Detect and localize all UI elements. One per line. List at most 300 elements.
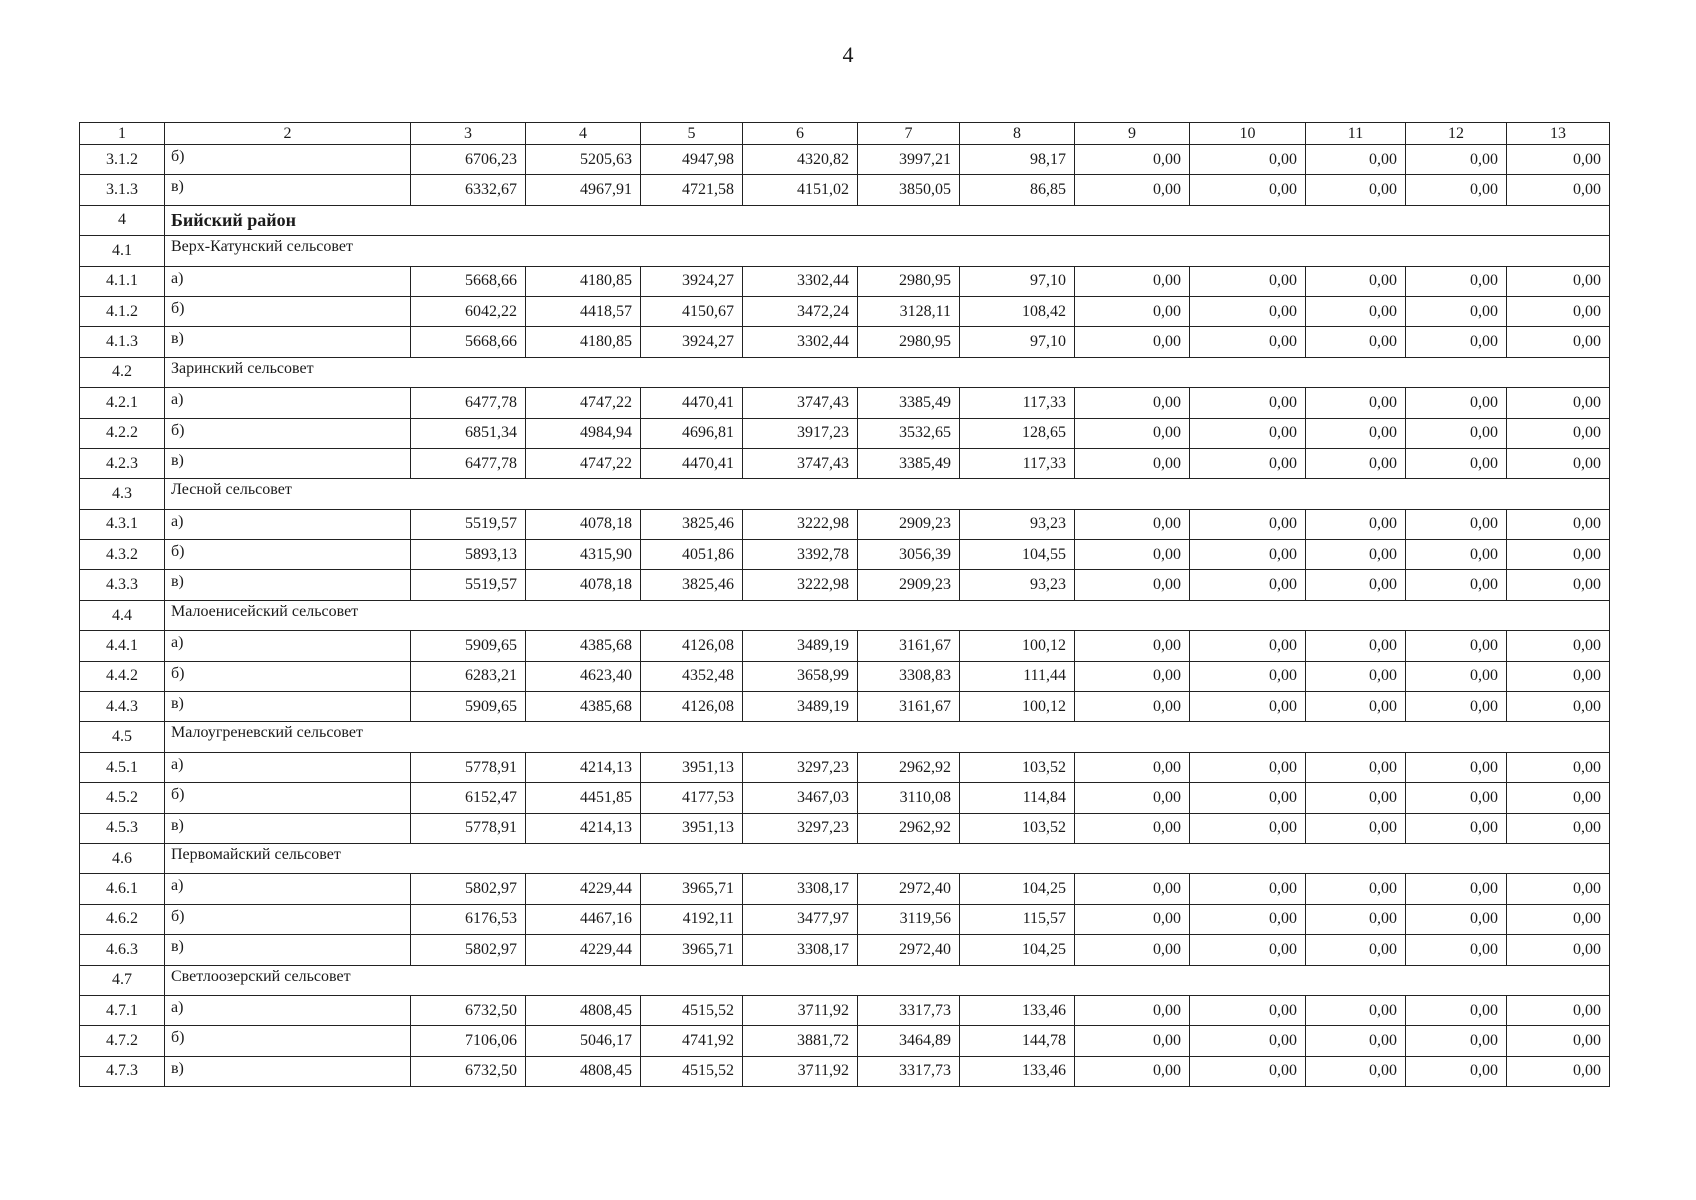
value-cell: 0,00 bbox=[1406, 175, 1507, 205]
column-number: 13 bbox=[1507, 123, 1610, 145]
value-cell: 4126,08 bbox=[641, 692, 743, 722]
value-cell: 0,00 bbox=[1406, 995, 1507, 1025]
table-row bbox=[80, 904, 1610, 934]
column-number: 7 bbox=[858, 123, 960, 145]
value-cell: 3302,44 bbox=[743, 266, 858, 296]
value-cell: 0,00 bbox=[1190, 570, 1306, 600]
value-cell: 0,00 bbox=[1507, 692, 1610, 722]
row-number: 4.5.2 bbox=[80, 783, 165, 813]
value-cell: 3997,21 bbox=[858, 145, 960, 175]
row-number: 4.6.1 bbox=[80, 874, 165, 904]
value-cell: 0,00 bbox=[1507, 266, 1610, 296]
value-cell: 3467,03 bbox=[743, 783, 858, 813]
table-row bbox=[80, 418, 1610, 448]
section-name: Малоугреневский сельсовет bbox=[165, 722, 1610, 752]
column-number: 9 bbox=[1075, 123, 1190, 145]
value-cell: 0,00 bbox=[1306, 995, 1406, 1025]
value-cell: 0,00 bbox=[1507, 904, 1610, 934]
value-cell: 4051,86 bbox=[641, 540, 743, 570]
value-cell: 0,00 bbox=[1306, 388, 1406, 418]
value-cell: 4515,52 bbox=[641, 1056, 743, 1086]
value-cell: 0,00 bbox=[1306, 296, 1406, 326]
table-row bbox=[80, 813, 1610, 843]
value-cell: 4747,22 bbox=[526, 388, 641, 418]
table-row bbox=[80, 661, 1610, 691]
table-row bbox=[80, 327, 1610, 357]
value-cell: 4515,52 bbox=[641, 995, 743, 1025]
value-cell: 5046,17 bbox=[526, 1026, 641, 1056]
value-cell: 0,00 bbox=[1306, 935, 1406, 965]
column-number: 6 bbox=[743, 123, 858, 145]
value-cell: 0,00 bbox=[1190, 266, 1306, 296]
column-number: 10 bbox=[1190, 123, 1306, 145]
value-cell: 5778,91 bbox=[411, 813, 526, 843]
value-cell: 103,52 bbox=[960, 813, 1075, 843]
value-cell: 3747,43 bbox=[743, 388, 858, 418]
value-cell: 6176,53 bbox=[411, 904, 526, 934]
value-cell: 0,00 bbox=[1190, 1056, 1306, 1086]
value-cell: 104,25 bbox=[960, 935, 1075, 965]
value-cell: 0,00 bbox=[1406, 661, 1507, 691]
value-cell: 3924,27 bbox=[641, 327, 743, 357]
section-row bbox=[80, 722, 1610, 752]
value-cell: 0,00 bbox=[1306, 448, 1406, 478]
value-cell: 0,00 bbox=[1075, 175, 1190, 205]
value-cell: 0,00 bbox=[1075, 995, 1190, 1025]
value-cell: 4696,81 bbox=[641, 418, 743, 448]
value-cell: 3222,98 bbox=[743, 509, 858, 539]
value-cell: 0,00 bbox=[1306, 540, 1406, 570]
row-label: в) bbox=[165, 935, 411, 965]
value-cell: 3308,17 bbox=[743, 874, 858, 904]
row-number: 4.6.2 bbox=[80, 904, 165, 934]
value-cell: 4229,44 bbox=[526, 874, 641, 904]
value-cell: 3711,92 bbox=[743, 1056, 858, 1086]
value-cell: 0,00 bbox=[1075, 509, 1190, 539]
value-cell: 2980,95 bbox=[858, 327, 960, 357]
value-cell: 0,00 bbox=[1075, 266, 1190, 296]
row-label: в) bbox=[165, 813, 411, 843]
column-number: 4 bbox=[526, 123, 641, 145]
value-cell: 0,00 bbox=[1406, 327, 1507, 357]
value-cell: 4151,02 bbox=[743, 175, 858, 205]
value-cell: 0,00 bbox=[1406, 388, 1507, 418]
value-cell: 3825,46 bbox=[641, 509, 743, 539]
value-cell: 4741,92 bbox=[641, 1026, 743, 1056]
row-label: б) bbox=[165, 145, 411, 175]
value-cell: 5205,63 bbox=[526, 145, 641, 175]
value-cell: 0,00 bbox=[1406, 266, 1507, 296]
table-row bbox=[80, 783, 1610, 813]
section-row bbox=[80, 236, 1610, 266]
value-cell: 0,00 bbox=[1507, 296, 1610, 326]
value-cell: 3472,24 bbox=[743, 296, 858, 326]
value-cell: 0,00 bbox=[1306, 631, 1406, 661]
row-number: 4.4.3 bbox=[80, 692, 165, 722]
value-cell: 6851,34 bbox=[411, 418, 526, 448]
value-cell: 0,00 bbox=[1075, 813, 1190, 843]
value-cell: 3297,23 bbox=[743, 813, 858, 843]
value-cell: 4180,85 bbox=[526, 266, 641, 296]
row-number: 4.3.3 bbox=[80, 570, 165, 600]
value-cell: 6706,23 bbox=[411, 145, 526, 175]
column-number: 5 bbox=[641, 123, 743, 145]
value-cell: 0,00 bbox=[1306, 145, 1406, 175]
value-cell: 2962,92 bbox=[858, 813, 960, 843]
value-cell: 117,33 bbox=[960, 448, 1075, 478]
section-row bbox=[80, 600, 1610, 630]
value-cell: 0,00 bbox=[1075, 418, 1190, 448]
value-cell: 3747,43 bbox=[743, 448, 858, 478]
value-cell: 0,00 bbox=[1507, 661, 1610, 691]
value-cell: 3110,08 bbox=[858, 783, 960, 813]
value-cell: 3128,11 bbox=[858, 296, 960, 326]
value-cell: 3965,71 bbox=[641, 935, 743, 965]
value-cell: 3489,19 bbox=[743, 631, 858, 661]
value-cell: 0,00 bbox=[1075, 874, 1190, 904]
value-cell: 0,00 bbox=[1190, 509, 1306, 539]
row-number: 4.4.1 bbox=[80, 631, 165, 661]
table-row bbox=[80, 448, 1610, 478]
row-number: 4.2.3 bbox=[80, 448, 165, 478]
value-cell: 4467,16 bbox=[526, 904, 641, 934]
row-label: а) bbox=[165, 995, 411, 1025]
row-label: в) bbox=[165, 327, 411, 357]
value-cell: 6477,78 bbox=[411, 388, 526, 418]
value-cell: 4320,82 bbox=[743, 145, 858, 175]
value-cell: 0,00 bbox=[1507, 145, 1610, 175]
column-number-row bbox=[80, 123, 1610, 145]
value-cell: 0,00 bbox=[1306, 266, 1406, 296]
value-cell: 3464,89 bbox=[858, 1026, 960, 1056]
value-cell: 114,84 bbox=[960, 783, 1075, 813]
value-cell: 4470,41 bbox=[641, 388, 743, 418]
row-label: в) bbox=[165, 175, 411, 205]
row-label: в) bbox=[165, 570, 411, 600]
value-cell: 4126,08 bbox=[641, 631, 743, 661]
value-cell: 3385,49 bbox=[858, 448, 960, 478]
value-cell: 4078,18 bbox=[526, 509, 641, 539]
value-cell: 4947,98 bbox=[641, 145, 743, 175]
value-cell: 0,00 bbox=[1406, 145, 1507, 175]
value-cell: 0,00 bbox=[1075, 752, 1190, 782]
value-cell: 97,10 bbox=[960, 266, 1075, 296]
value-cell: 0,00 bbox=[1507, 783, 1610, 813]
value-cell: 4315,90 bbox=[526, 540, 641, 570]
value-cell: 0,00 bbox=[1306, 752, 1406, 782]
value-cell: 115,57 bbox=[960, 904, 1075, 934]
row-number: 4.7.1 bbox=[80, 995, 165, 1025]
value-cell: 103,52 bbox=[960, 752, 1075, 782]
value-cell: 0,00 bbox=[1507, 175, 1610, 205]
column-number: 12 bbox=[1406, 123, 1507, 145]
value-cell: 4180,85 bbox=[526, 327, 641, 357]
value-cell: 0,00 bbox=[1075, 661, 1190, 691]
row-number: 4.1.2 bbox=[80, 296, 165, 326]
value-cell: 0,00 bbox=[1507, 813, 1610, 843]
value-cell: 0,00 bbox=[1507, 540, 1610, 570]
value-cell: 6332,67 bbox=[411, 175, 526, 205]
value-cell: 5802,97 bbox=[411, 874, 526, 904]
row-number: 4.2.2 bbox=[80, 418, 165, 448]
row-label: б) bbox=[165, 783, 411, 813]
row-number: 4.6 bbox=[80, 843, 165, 873]
value-cell: 0,00 bbox=[1190, 874, 1306, 904]
value-cell: 0,00 bbox=[1306, 783, 1406, 813]
table-row bbox=[80, 874, 1610, 904]
row-number: 4.7.2 bbox=[80, 1026, 165, 1056]
table-row bbox=[80, 935, 1610, 965]
value-cell: 3951,13 bbox=[641, 813, 743, 843]
value-cell: 3477,97 bbox=[743, 904, 858, 934]
value-cell: 0,00 bbox=[1306, 1056, 1406, 1086]
value-cell: 86,85 bbox=[960, 175, 1075, 205]
row-label: а) bbox=[165, 388, 411, 418]
value-cell: 5668,66 bbox=[411, 327, 526, 357]
row-number: 4.3.1 bbox=[80, 509, 165, 539]
value-cell: 0,00 bbox=[1306, 327, 1406, 357]
value-cell: 0,00 bbox=[1075, 631, 1190, 661]
section-name: Малоенисейский сельсовет bbox=[165, 600, 1610, 630]
value-cell: 0,00 bbox=[1306, 904, 1406, 934]
table-row bbox=[80, 570, 1610, 600]
row-label: а) bbox=[165, 631, 411, 661]
section-row bbox=[80, 479, 1610, 509]
table-row bbox=[80, 995, 1610, 1025]
value-cell: 6152,47 bbox=[411, 783, 526, 813]
value-cell: 6283,21 bbox=[411, 661, 526, 691]
value-cell: 4967,91 bbox=[526, 175, 641, 205]
value-cell: 2980,95 bbox=[858, 266, 960, 296]
value-cell: 3308,17 bbox=[743, 935, 858, 965]
value-cell: 0,00 bbox=[1406, 813, 1507, 843]
value-cell: 0,00 bbox=[1406, 692, 1507, 722]
value-cell: 0,00 bbox=[1190, 418, 1306, 448]
value-cell: 0,00 bbox=[1075, 783, 1190, 813]
value-cell: 6732,50 bbox=[411, 995, 526, 1025]
value-cell: 4623,40 bbox=[526, 661, 641, 691]
value-cell: 0,00 bbox=[1306, 175, 1406, 205]
value-cell: 4150,67 bbox=[641, 296, 743, 326]
value-cell: 0,00 bbox=[1190, 692, 1306, 722]
value-cell: 133,46 bbox=[960, 995, 1075, 1025]
value-cell: 0,00 bbox=[1406, 1056, 1507, 1086]
value-cell: 0,00 bbox=[1075, 1056, 1190, 1086]
table-row bbox=[80, 631, 1610, 661]
value-cell: 0,00 bbox=[1190, 661, 1306, 691]
value-cell: 0,00 bbox=[1306, 570, 1406, 600]
value-cell: 0,00 bbox=[1406, 1026, 1507, 1056]
table-row bbox=[80, 145, 1610, 175]
value-cell: 0,00 bbox=[1075, 296, 1190, 326]
row-label: б) bbox=[165, 1026, 411, 1056]
row-number: 4.1 bbox=[80, 236, 165, 266]
value-cell: 3385,49 bbox=[858, 388, 960, 418]
row-number: 4.6.3 bbox=[80, 935, 165, 965]
value-cell: 0,00 bbox=[1306, 1026, 1406, 1056]
value-cell: 3532,65 bbox=[858, 418, 960, 448]
value-cell: 0,00 bbox=[1190, 540, 1306, 570]
value-cell: 0,00 bbox=[1406, 540, 1507, 570]
row-number: 3.1.2 bbox=[80, 145, 165, 175]
value-cell: 3489,19 bbox=[743, 692, 858, 722]
row-label: б) bbox=[165, 904, 411, 934]
row-number: 4.7.3 bbox=[80, 1056, 165, 1086]
row-number: 4.1.3 bbox=[80, 327, 165, 357]
value-cell: 5668,66 bbox=[411, 266, 526, 296]
row-label: б) bbox=[165, 661, 411, 691]
value-cell: 0,00 bbox=[1306, 661, 1406, 691]
row-number: 4.7 bbox=[80, 965, 165, 995]
value-cell: 0,00 bbox=[1306, 692, 1406, 722]
value-cell: 0,00 bbox=[1075, 327, 1190, 357]
value-cell: 0,00 bbox=[1507, 631, 1610, 661]
value-cell: 0,00 bbox=[1406, 783, 1507, 813]
value-cell: 0,00 bbox=[1190, 752, 1306, 782]
row-number: 4.4.2 bbox=[80, 661, 165, 691]
value-cell: 5519,57 bbox=[411, 570, 526, 600]
row-label: а) bbox=[165, 874, 411, 904]
value-cell: 117,33 bbox=[960, 388, 1075, 418]
table-row bbox=[80, 752, 1610, 782]
table-row bbox=[80, 388, 1610, 418]
value-cell: 100,12 bbox=[960, 692, 1075, 722]
value-cell: 0,00 bbox=[1306, 813, 1406, 843]
section-name: Светлоозерский сельсовет bbox=[165, 965, 1610, 995]
value-cell: 4808,45 bbox=[526, 995, 641, 1025]
value-cell: 128,65 bbox=[960, 418, 1075, 448]
table-row bbox=[80, 540, 1610, 570]
section-row bbox=[80, 965, 1610, 995]
value-cell: 5909,65 bbox=[411, 692, 526, 722]
row-label: а) bbox=[165, 509, 411, 539]
value-cell: 2909,23 bbox=[858, 570, 960, 600]
value-cell: 3850,05 bbox=[858, 175, 960, 205]
value-cell: 104,55 bbox=[960, 540, 1075, 570]
value-cell: 0,00 bbox=[1507, 935, 1610, 965]
value-cell: 0,00 bbox=[1075, 570, 1190, 600]
section-row bbox=[80, 357, 1610, 387]
value-cell: 98,17 bbox=[960, 145, 1075, 175]
value-cell: 2909,23 bbox=[858, 509, 960, 539]
value-cell: 100,12 bbox=[960, 631, 1075, 661]
row-label: в) bbox=[165, 692, 411, 722]
value-cell: 3222,98 bbox=[743, 570, 858, 600]
value-cell: 4747,22 bbox=[526, 448, 641, 478]
value-cell: 0,00 bbox=[1406, 509, 1507, 539]
district-name: Бийский район bbox=[165, 205, 1610, 235]
row-number: 4.5 bbox=[80, 722, 165, 752]
value-cell: 0,00 bbox=[1075, 692, 1190, 722]
row-number: 4.2.1 bbox=[80, 388, 165, 418]
value-cell: 0,00 bbox=[1075, 448, 1190, 478]
value-cell: 0,00 bbox=[1075, 935, 1190, 965]
value-cell: 0,00 bbox=[1190, 175, 1306, 205]
value-cell: 0,00 bbox=[1507, 327, 1610, 357]
value-cell: 0,00 bbox=[1306, 418, 1406, 448]
value-cell: 0,00 bbox=[1075, 540, 1190, 570]
value-cell: 3924,27 bbox=[641, 266, 743, 296]
value-cell: 133,46 bbox=[960, 1056, 1075, 1086]
value-cell: 3317,73 bbox=[858, 1056, 960, 1086]
value-cell: 0,00 bbox=[1190, 813, 1306, 843]
value-cell: 4418,57 bbox=[526, 296, 641, 326]
value-cell: 93,23 bbox=[960, 509, 1075, 539]
value-cell: 0,00 bbox=[1507, 752, 1610, 782]
value-cell: 5778,91 bbox=[411, 752, 526, 782]
value-cell: 0,00 bbox=[1507, 570, 1610, 600]
table-row bbox=[80, 1056, 1610, 1086]
value-cell: 0,00 bbox=[1190, 995, 1306, 1025]
value-cell: 3317,73 bbox=[858, 995, 960, 1025]
page-number: 4 bbox=[842, 42, 854, 67]
value-cell: 3917,23 bbox=[743, 418, 858, 448]
value-cell: 2962,92 bbox=[858, 752, 960, 782]
row-number: 4.5.1 bbox=[80, 752, 165, 782]
value-cell: 0,00 bbox=[1406, 631, 1507, 661]
value-cell: 4984,94 bbox=[526, 418, 641, 448]
value-cell: 4451,85 bbox=[526, 783, 641, 813]
value-cell: 4470,41 bbox=[641, 448, 743, 478]
value-cell: 0,00 bbox=[1190, 296, 1306, 326]
value-cell: 0,00 bbox=[1406, 752, 1507, 782]
value-cell: 93,23 bbox=[960, 570, 1075, 600]
value-cell: 0,00 bbox=[1406, 296, 1507, 326]
value-cell: 3056,39 bbox=[858, 540, 960, 570]
row-number: 4.3 bbox=[80, 479, 165, 509]
value-cell: 4078,18 bbox=[526, 570, 641, 600]
value-cell: 0,00 bbox=[1507, 874, 1610, 904]
value-cell: 4192,11 bbox=[641, 904, 743, 934]
value-cell: 0,00 bbox=[1507, 1026, 1610, 1056]
value-cell: 4808,45 bbox=[526, 1056, 641, 1086]
column-number: 8 bbox=[960, 123, 1075, 145]
value-cell: 0,00 bbox=[1406, 418, 1507, 448]
column-number: 2 bbox=[165, 123, 411, 145]
value-cell: 0,00 bbox=[1190, 904, 1306, 934]
row-number: 3.1.3 bbox=[80, 175, 165, 205]
value-cell: 0,00 bbox=[1190, 388, 1306, 418]
value-cell: 0,00 bbox=[1507, 388, 1610, 418]
value-cell: 97,10 bbox=[960, 327, 1075, 357]
value-cell: 3161,67 bbox=[858, 692, 960, 722]
value-cell: 2972,40 bbox=[858, 935, 960, 965]
row-label: б) bbox=[165, 296, 411, 326]
value-cell: 4229,44 bbox=[526, 935, 641, 965]
row-label: в) bbox=[165, 448, 411, 478]
value-cell: 3302,44 bbox=[743, 327, 858, 357]
value-cell: 0,00 bbox=[1507, 418, 1610, 448]
value-cell: 3881,72 bbox=[743, 1026, 858, 1056]
value-cell: 0,00 bbox=[1406, 570, 1507, 600]
value-cell: 6477,78 bbox=[411, 448, 526, 478]
value-cell: 104,25 bbox=[960, 874, 1075, 904]
value-cell: 0,00 bbox=[1190, 145, 1306, 175]
value-cell: 3297,23 bbox=[743, 752, 858, 782]
row-number: 4 bbox=[80, 205, 165, 235]
row-number: 4.4 bbox=[80, 600, 165, 630]
value-cell: 0,00 bbox=[1075, 1026, 1190, 1056]
row-label: в) bbox=[165, 1056, 411, 1086]
value-cell: 0,00 bbox=[1507, 995, 1610, 1025]
table-row bbox=[80, 1026, 1610, 1056]
row-number: 4.1.1 bbox=[80, 266, 165, 296]
value-cell: 3951,13 bbox=[641, 752, 743, 782]
row-number: 4.2 bbox=[80, 357, 165, 387]
value-cell: 0,00 bbox=[1075, 388, 1190, 418]
table-row bbox=[80, 175, 1610, 205]
value-cell: 0,00 bbox=[1406, 904, 1507, 934]
